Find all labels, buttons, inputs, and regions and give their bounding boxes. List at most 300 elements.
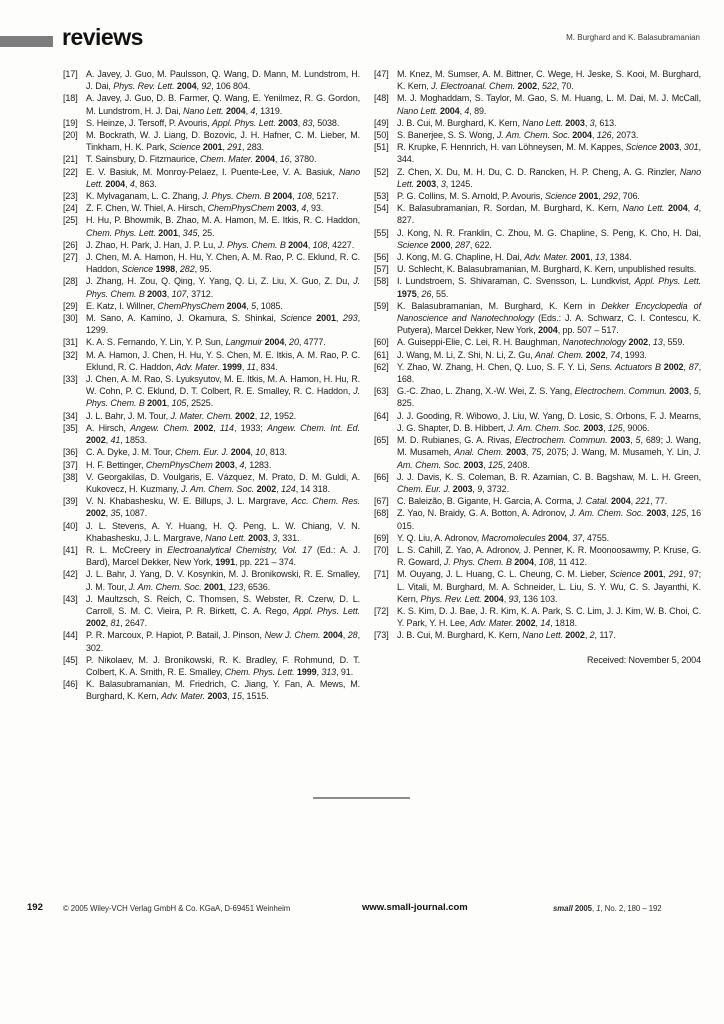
reference-number: [47] [374, 69, 389, 79]
reference-text-segment: , [503, 593, 509, 604]
reference-text-segment: J. Maultzsch, S. Reich, C. Thomsen, S. Webster, R. Czerw, D. L. Carroll, S. M. C. Vieira, P. R. Birkett, C. A. Rego, [86, 593, 360, 616]
reference-text-segment: , 2525. [186, 398, 214, 409]
reference-text-segment: , 4227. [327, 239, 355, 250]
reference-text-segment: , 622. [469, 239, 492, 250]
reference-item [374, 544, 701, 568]
reference-text-segment: , [296, 203, 302, 214]
reference-text-segment: , [459, 105, 465, 116]
reference-text-segment: J. Phys. Chem. B [217, 239, 289, 250]
reference-text-segment: 4 [250, 105, 256, 116]
reference-number: [19] [63, 117, 78, 128]
reference-text-segment: 2002 [515, 618, 536, 629]
reference-text-segment: , [342, 630, 348, 641]
reference-text-segment: J. Am. Chem. Soc. [128, 581, 205, 592]
reference-text-segment: , 1085. [256, 300, 283, 311]
reference-text-segment: Chem. Eur. J. [397, 483, 453, 494]
reference-text-segment: 2003 [276, 203, 297, 214]
reference-item [63, 568, 360, 592]
reference-item [374, 410, 701, 434]
reference-text-segment: J. Kong, N. R. Franklin, C. Zhou, M. G. Chapline, S. Peng, K. Cho, H. Dai, [397, 227, 701, 238]
reference-text-segment: , 283. [241, 142, 264, 153]
reference-text-segment: , 3780. [289, 154, 317, 165]
reference-item [374, 92, 701, 116]
reference-text-segment: Adv. Mater. [524, 252, 571, 263]
reference-text-segment: J. Am. Chem. Soc. [496, 130, 573, 141]
reference-text-segment: , 89. [469, 105, 487, 116]
reference-text-segment: , 834. [255, 361, 278, 372]
reference-text-segment: 2001 [158, 227, 178, 238]
reference-text-segment: H. Hu, P. Bhowmik, B. Zhao, M. A. Hamon, M. E. Itkis, R. C. Haddon, [86, 215, 360, 226]
section-title: reviews [62, 24, 143, 50]
reference-text-segment: , 16 015. [397, 508, 701, 531]
reference-item [374, 434, 701, 471]
reference-text-segment: , [666, 508, 672, 519]
reference-number: [35] [63, 422, 78, 433]
reference-text-segment: M. Knez, M. Sumser, A. M. Bittner, C. Wege, H. Jeske, S. Kooi, M. Burghard, K. Kern, [397, 69, 701, 92]
reference-text-segment: 2003 [463, 459, 484, 470]
reference-text-segment: , [687, 203, 694, 214]
reference-text-segment: Science [397, 239, 431, 250]
reference-text-segment: Anal. Chem. [534, 349, 586, 360]
reference-text-segment: , 91. [336, 666, 354, 677]
reference-number: [65] [374, 435, 389, 446]
reference-item [374, 275, 701, 299]
reference-text-segment: , [175, 264, 180, 275]
reference-text-segment: , 5038. [312, 117, 340, 128]
reference-text-segment: , 136 103. [518, 593, 558, 604]
reference-text-segment: , [683, 361, 689, 372]
reference-number: [21] [63, 154, 78, 165]
reference-text-segment: 107 [171, 288, 187, 299]
reference-text-segment: M. Ouyang, J. L. Huang, C. L. Cheung, C. M. Lieber, [397, 569, 610, 580]
reference-text-segment: K. Balasubramanian, M. Burghard, K. Kern in [397, 300, 602, 311]
reference-text-segment: J. L. Stevens, A. Y. Huang, H. Q. Peng, L. W. Chiang, V. N. Khabashesku, J. L. Margrave, [86, 520, 360, 543]
reference-text-segment: 2004 [288, 239, 308, 250]
reference-item [63, 153, 360, 165]
reference-text-segment: 1998 [155, 264, 176, 275]
reference-text-segment: , [584, 117, 590, 128]
reference-text-segment: R. L. McCreery in [86, 544, 168, 555]
reference-text-segment: , 2073. [611, 130, 639, 141]
reference-text-segment: , 3732. [482, 483, 509, 494]
reference-text-segment: 11 [246, 361, 256, 372]
reference-text-segment: J. L. Bahr, J. M. Tour, [86, 410, 171, 421]
reference-text-segment: , [234, 459, 240, 470]
reference-text-segment: 1975 [397, 288, 417, 299]
reference-text-segment: 293 [342, 313, 358, 324]
reference-text-segment: , [535, 618, 541, 629]
reference-text-segment: , pp. 221 – 374. [234, 557, 296, 568]
reference-text-segment: 2002 [86, 618, 106, 629]
reference-text-segment: 3 [272, 532, 278, 543]
reference-text-segment: Nano Lett. [397, 105, 440, 116]
reference-item [63, 202, 360, 214]
reference-text-segment: , 1283. [244, 459, 272, 470]
reference-text-segment: J. Mater. Chem. [170, 410, 236, 421]
reference-number: [71] [374, 569, 389, 580]
reference-text-segment: 2004 [264, 337, 285, 348]
reference-number: [52] [374, 166, 389, 177]
reference-text-segment: 124 [281, 483, 296, 494]
reference-text-segment: 2003 [207, 691, 228, 702]
reference-item [63, 629, 360, 653]
reference-text-segment: , 559. [662, 337, 685, 348]
reference-text-segment: Electrochem. Commun. [514, 435, 611, 446]
reference-item [63, 654, 360, 678]
reference-item [374, 629, 701, 641]
reference-text-segment: E. V. Basiuk, M. Monroy-Pelaez, I. Puente-Lee, V. A. Basiuk, [86, 166, 339, 177]
reference-text-segment: Nano Lett. [183, 105, 226, 116]
reference-text-segment: Adv. Mater. [469, 618, 516, 629]
reference-text-segment: , 9006. [622, 422, 650, 433]
reference-number: [73] [374, 630, 389, 641]
reference-text-segment: 1999 [222, 361, 242, 372]
reference-text-segment: 2004 [538, 325, 558, 336]
reference-item [374, 471, 701, 495]
reference-item [374, 117, 701, 129]
reference-text-segment: Chem. Phys. Lett. [86, 227, 159, 238]
reference-text-segment: , 1853. [120, 435, 148, 446]
reference-text-segment: 522 [541, 81, 557, 92]
reference-text-segment: 313 [321, 666, 337, 677]
reference-item [374, 68, 701, 92]
reference-text-segment: S. Heinze, J. Tersoff, P. Avouris, [86, 117, 212, 128]
reference-text-segment: New J. Chem. [264, 630, 324, 641]
reference-text-segment: , [590, 252, 596, 263]
reference-text-segment: Adv. Mater. [161, 691, 208, 702]
reference-text-segment: , 1818. [550, 618, 577, 629]
reference-number: [68] [374, 508, 389, 519]
reference-text-segment: A. Hirsch, [86, 422, 131, 433]
reference-text-segment: A. Javey, J. Guo, M. Paulsson, Q. Wang, D. Mann, M. Lundstrom, H. J. Dai, [86, 69, 360, 92]
reference-number: [43] [63, 593, 78, 604]
reference-item [63, 678, 360, 702]
reference-text-segment: , [246, 300, 252, 311]
reference-text-segment: 4 [239, 459, 245, 470]
reference-text-segment: L. S. Cahill, Z. Yao, A. Adronov, J. Penner, K. R. Moonoosawmy, P. Kruse, G. R. Goward, [397, 544, 701, 568]
reference-item [374, 251, 701, 263]
journal-url: www.small-journal.com [362, 902, 468, 913]
reference-text-segment: Adv. Mater. [175, 361, 223, 372]
reference-item [374, 361, 701, 385]
reference-number: [22] [63, 166, 78, 177]
reference-text-segment: , [274, 154, 280, 165]
reference-text-segment: , [254, 410, 260, 421]
reference-text-segment: J. J. Gooding, R. Wibowo, J. Liu, W. Yang, D. Losic, S. Orbons, F. J. Mearns, J. G. Shapter, D. B. Hibbert, [397, 410, 701, 433]
reference-text-segment: , [105, 618, 111, 629]
reference-text-segment: 292 [603, 191, 618, 202]
reference-text-segment: K. A. S. Fernando, Y. Lin, Y. P. Sun, [86, 337, 226, 348]
reference-item [63, 117, 360, 129]
reference-text-segment: , [472, 483, 478, 494]
reference-text-segment: 2004 [547, 532, 568, 543]
reference-text-segment: 20 [289, 337, 299, 348]
reference-item [63, 593, 360, 630]
reference-number: [42] [63, 569, 78, 580]
reference-text-segment: 26 [421, 288, 432, 299]
reference-text-segment: 345 [182, 227, 198, 238]
reference-text-segment: 105 [171, 398, 187, 409]
reference-text-segment: 2 [589, 630, 595, 641]
reference-item [374, 568, 701, 605]
reference-text-segment: 125 [671, 508, 686, 519]
reference-text-segment: Phys. Rev. Lett. [113, 81, 177, 92]
reference-item [374, 227, 701, 251]
reference-number: [70] [374, 544, 389, 555]
reference-number: [23] [63, 191, 78, 202]
reference-text-segment: ChemPhysChem [145, 459, 216, 470]
reference-text-segment: 4 [129, 178, 135, 189]
reference-text-segment: , [603, 422, 608, 433]
reference-text-segment: , [436, 178, 441, 189]
reference-number: [56] [374, 252, 389, 263]
reference-number: [31] [63, 337, 78, 348]
reference-text-segment: J. Phys. Chem. B [202, 191, 273, 202]
reference-text-segment: , 93. [306, 203, 324, 214]
reference-text-segment: 15 [231, 691, 242, 702]
reference-text-segment: 93 [508, 593, 519, 604]
reference-text-segment: 2002 [663, 361, 684, 372]
reference-text-segment: , [245, 105, 251, 116]
reference-text-segment: J. B. Cui, M. Burghard, K. Kern, [397, 630, 523, 641]
reference-text-segment: , 1993. [619, 349, 647, 360]
reference-text-segment: , 2647. [120, 618, 148, 629]
reference-text-segment: , 70. [556, 81, 574, 92]
reference-text-segment: , [292, 191, 298, 202]
reference-text-segment: J. Zhang, H. Zou, Q. Qing, Y. Yang, Q. Li, Z. Liu, X. Guo, Z. Du, [86, 276, 354, 287]
reference-text-segment: Electrochem. Commun. [574, 386, 670, 397]
reference-item [374, 495, 701, 507]
reference-text-segment: , 11 412. [553, 557, 587, 568]
reference-text-segment: 2003 [215, 459, 235, 470]
reference-text-segment: 291 [668, 569, 684, 580]
reference-item [374, 349, 701, 361]
reference-text-segment: , No. 2, 180 – 192 [600, 904, 662, 913]
reference-text-segment: 2003 [416, 178, 437, 189]
reference-text-segment: Y. Q. Liu, A. Adronov, [397, 532, 482, 543]
reference-text-segment: 108 [538, 557, 554, 568]
reference-text-segment: 126 [596, 130, 612, 141]
reference-text-segment: 5 [251, 300, 256, 311]
reference-text-segment: , 2408. [502, 459, 530, 470]
reference-text-segment: 287 [455, 239, 470, 250]
reference-text-segment: , 827. [397, 203, 701, 226]
reference-item [374, 129, 701, 141]
reference-item [63, 190, 360, 202]
reference-text-segment: 83 [302, 117, 313, 128]
reference-text-segment: , 77. [650, 496, 668, 507]
reference-text-segment: Science [625, 142, 660, 153]
reference-text-segment: 2004 [225, 105, 246, 116]
reference-text-segment: 2003 [583, 422, 604, 433]
reference-text-segment: Nano Lett. [522, 630, 566, 641]
reference-item [374, 300, 701, 337]
reference-text-segment: , 706. [617, 191, 640, 202]
reference-text-segment: Z. F. Chen, W. Thiel, A. Hirsch, [86, 203, 208, 214]
reference-text-segment: , 1299. [86, 313, 360, 336]
reference-text-segment: 123 [228, 581, 244, 592]
reference-text-segment: 2004 [484, 593, 504, 604]
reference-text-segment: 2004 [514, 557, 534, 568]
reference-text-segment: J. Phys. Chem. B [443, 557, 515, 568]
reference-text-segment: R. Krupke, F. Hennrich, H. van Löhneysen, M. M. Kappes, [397, 142, 626, 153]
reference-number: [64] [374, 410, 389, 421]
reference-text-segment: J. Chen, A. M. Rao, S. Lyuksyutov, M. E. Itkis, M. A. Hamon, H. Hu, R. W. Cohn, P. C. Eklund, D. T. Colbert, R. E. Smalley, R. C. Haddon, [86, 374, 360, 397]
reference-text-segment: 2004 [572, 130, 592, 141]
reference-text-segment: , 106 804. [211, 81, 251, 92]
reference-number: [61] [374, 349, 389, 360]
reference-text-segment: 75 [531, 447, 542, 458]
reference-text-segment: Nano Lett. [205, 532, 249, 543]
reference-text-segment: 92 [201, 81, 212, 92]
reference-text-segment: Science [169, 142, 203, 153]
reference-text-segment: 2003 [646, 508, 667, 519]
reference-text-segment: , [679, 142, 684, 153]
reference-number: [58] [374, 276, 389, 287]
reference-item [63, 544, 360, 568]
reference-text-segment: Nano Lett. [622, 203, 669, 214]
reference-text-segment: , 344. [397, 142, 701, 165]
reference-text-segment: 2004 [176, 81, 197, 92]
reference-number: [24] [63, 203, 78, 214]
reference-text-segment: , 302. [86, 630, 360, 653]
reference-text-segment: Appl. Phys. Lett. [211, 117, 279, 128]
reference-text-segment: , [105, 435, 111, 446]
reference-text-segment: J. Am. Chem. Soc. [508, 422, 584, 433]
reference-text-segment: 2003 [147, 288, 167, 299]
reference-text-segment: , 1384. [604, 252, 632, 263]
reference-text-segment: 2004 [439, 105, 460, 116]
reference-number: [41] [63, 544, 78, 555]
reference-text-segment: , 117. [594, 630, 616, 641]
reference-text-segment: I. Lundstroem, S. Shivaraman, C. Svensson, L. Lundkvist, [397, 276, 635, 287]
running-authors: M. Burghard and K. Balasubramanian [566, 33, 700, 42]
reference-number: [26] [63, 239, 78, 250]
reference-text-segment: , 5217. [311, 191, 339, 202]
reference-text-segment: K. S. Kim, D. J. Bae, J. R. Kim, K. A. Park, S. C. Lim, J. J. Kim, W. B. Choi, C. Y. Park, Y. H. Lee, [397, 605, 701, 629]
reference-text-segment: M. D. Rubianes, G. A. Rivas, [397, 435, 515, 446]
reference-number: [54] [374, 203, 389, 214]
reference-number: [50] [374, 130, 389, 141]
reference-number: [67] [374, 496, 389, 507]
reference-item [374, 141, 701, 165]
reference-number: [18] [63, 93, 78, 104]
reference-text-segment: , [316, 666, 322, 677]
reference-text-segment: 125 [487, 459, 503, 470]
reference-text-segment: K. Mylvaganam, L. C. Zhang, [86, 191, 203, 202]
reference-text-segment: 2002 [517, 81, 538, 92]
reference-text-segment: 2002 [628, 337, 649, 348]
reference-item [63, 336, 360, 348]
reference-text-segment: 2001 [204, 581, 224, 592]
reference-number: [36] [63, 447, 78, 458]
reference-text-segment: , 1952. [269, 410, 297, 421]
reference-text-segment: 5 [693, 386, 699, 397]
reference-item [374, 385, 701, 409]
reference-item [63, 471, 360, 495]
reference-text-segment: J. Zhao, H. Park, J. Han, J. P. Lu, [86, 239, 218, 250]
reference-text-segment: , [663, 569, 669, 580]
reference-text-segment: J. Kong, M. G. Chapline, H. Dai, [397, 252, 525, 263]
reference-text-segment: 1991 [215, 557, 235, 568]
reference-text-segment: 2004 [323, 630, 343, 641]
reference-text-segment: Electroanalytical Chemistry, Vol. 17 [167, 544, 317, 555]
reference-text-segment: Chem. Phys. Lett. [224, 666, 297, 677]
reference-text-segment: M. A. Hamon, J. Chen, H. Hu, Y. S. Chen, M. E. Itkis, A. M. Rao, P. C. Eklund, R. C. Haddon, [86, 349, 360, 372]
references-column-right [374, 68, 701, 703]
reference-text-segment: Dekker Encyclopedia of Nanoscience and Nanotechnology [397, 300, 701, 324]
reference-text-segment: Chem. Mater. [199, 154, 256, 165]
reference-text-segment: , 1515. [241, 691, 269, 702]
reference-text-segment: , [630, 496, 636, 507]
reference-text-segment: 2002 [256, 483, 277, 494]
reference-text-segment: , 14 318. [295, 483, 330, 494]
reference-number: [69] [374, 532, 389, 543]
reference-text-segment: K. Balasubramanian, R. Sordan, M. Burghard, K. Kern, [397, 203, 623, 214]
reference-text-segment: 13 [595, 252, 605, 263]
reference-text-segment: H. F. Bettinger, [86, 459, 146, 470]
reference-text-segment: Langmuir [225, 337, 265, 348]
reference-text-segment: J. Catal. [576, 496, 611, 507]
reference-text-segment: 2002 [86, 435, 106, 446]
reference-text-segment: J. L. Bahr, J. Yang, D. V. Kosynkin, M. J. Bronikowski, R. E. Smalley, J. M. Tour, [86, 569, 360, 592]
reference-text-segment: Angew. Chem. Int. Ed. [266, 422, 360, 433]
reference-text-segment: , [533, 557, 539, 568]
reference-text-segment: J. Am. Chem. Soc. [181, 483, 257, 494]
reference-text-segment: , [335, 313, 343, 324]
reference-number: [49] [374, 117, 389, 128]
reference-text-segment: , [166, 288, 172, 299]
reference-number: [28] [63, 276, 78, 287]
reference-item [63, 495, 360, 519]
reference-text-segment: , [297, 117, 303, 128]
reference-text-segment: J. Am. Chem. Soc. [569, 508, 647, 519]
reference-text-segment: 282 [179, 264, 195, 275]
reference-text-segment: 108 [297, 191, 312, 202]
reference-text-segment: , 3712. [186, 288, 214, 299]
reference-text-segment: 2003 [610, 435, 631, 446]
reference-text-segment: , 6536. [243, 581, 271, 592]
reference-text-segment: A. Javey, J. Guo, D. B. Farmer, Q. Wang, E. Yenilmez, R. G. Gordon, M. Lundstrom, H. J. Dai, [86, 93, 360, 116]
reference-text-segment: , [276, 483, 281, 494]
reference-text-segment: 1999 [296, 666, 317, 677]
reference-text-segment: Appl. Phys. Lett. [634, 276, 701, 287]
reference-text-segment: 2003 [565, 117, 585, 128]
reference-number: [33] [63, 374, 78, 385]
reference-text-segment: 37 [572, 532, 583, 543]
reference-number: [62] [374, 361, 389, 372]
reference-text-segment: 9 [477, 483, 483, 494]
reference-text-segment: 2001 [202, 142, 223, 153]
reference-item [63, 214, 360, 238]
reference-number: [25] [63, 215, 78, 226]
reference-text-segment: Chem. Eur. J. [174, 447, 231, 458]
reference-text-segment: 2003 [659, 142, 679, 153]
reference-item [63, 166, 360, 190]
reference-text-segment: 4 [693, 203, 699, 214]
reference-text-segment: 108 [312, 239, 328, 250]
references-section [63, 68, 701, 703]
reference-number: [45] [63, 654, 78, 665]
reference-text-segment: K. Balasubramanian, M. Friedrich, C. Jiang, Y. Fan, A. Mews, M. Burghard, K. Kern, [86, 679, 360, 702]
reference-text-segment: , [584, 630, 590, 641]
reference-item [63, 92, 360, 116]
reference-text-segment: 35 [110, 508, 121, 519]
reference-number: [72] [374, 605, 389, 616]
reference-item [63, 239, 360, 251]
reference-text-segment: , [567, 532, 573, 543]
reference-text-segment: (Ed.: A. J. Bard), Marcel Dekker, New York, [86, 544, 361, 568]
